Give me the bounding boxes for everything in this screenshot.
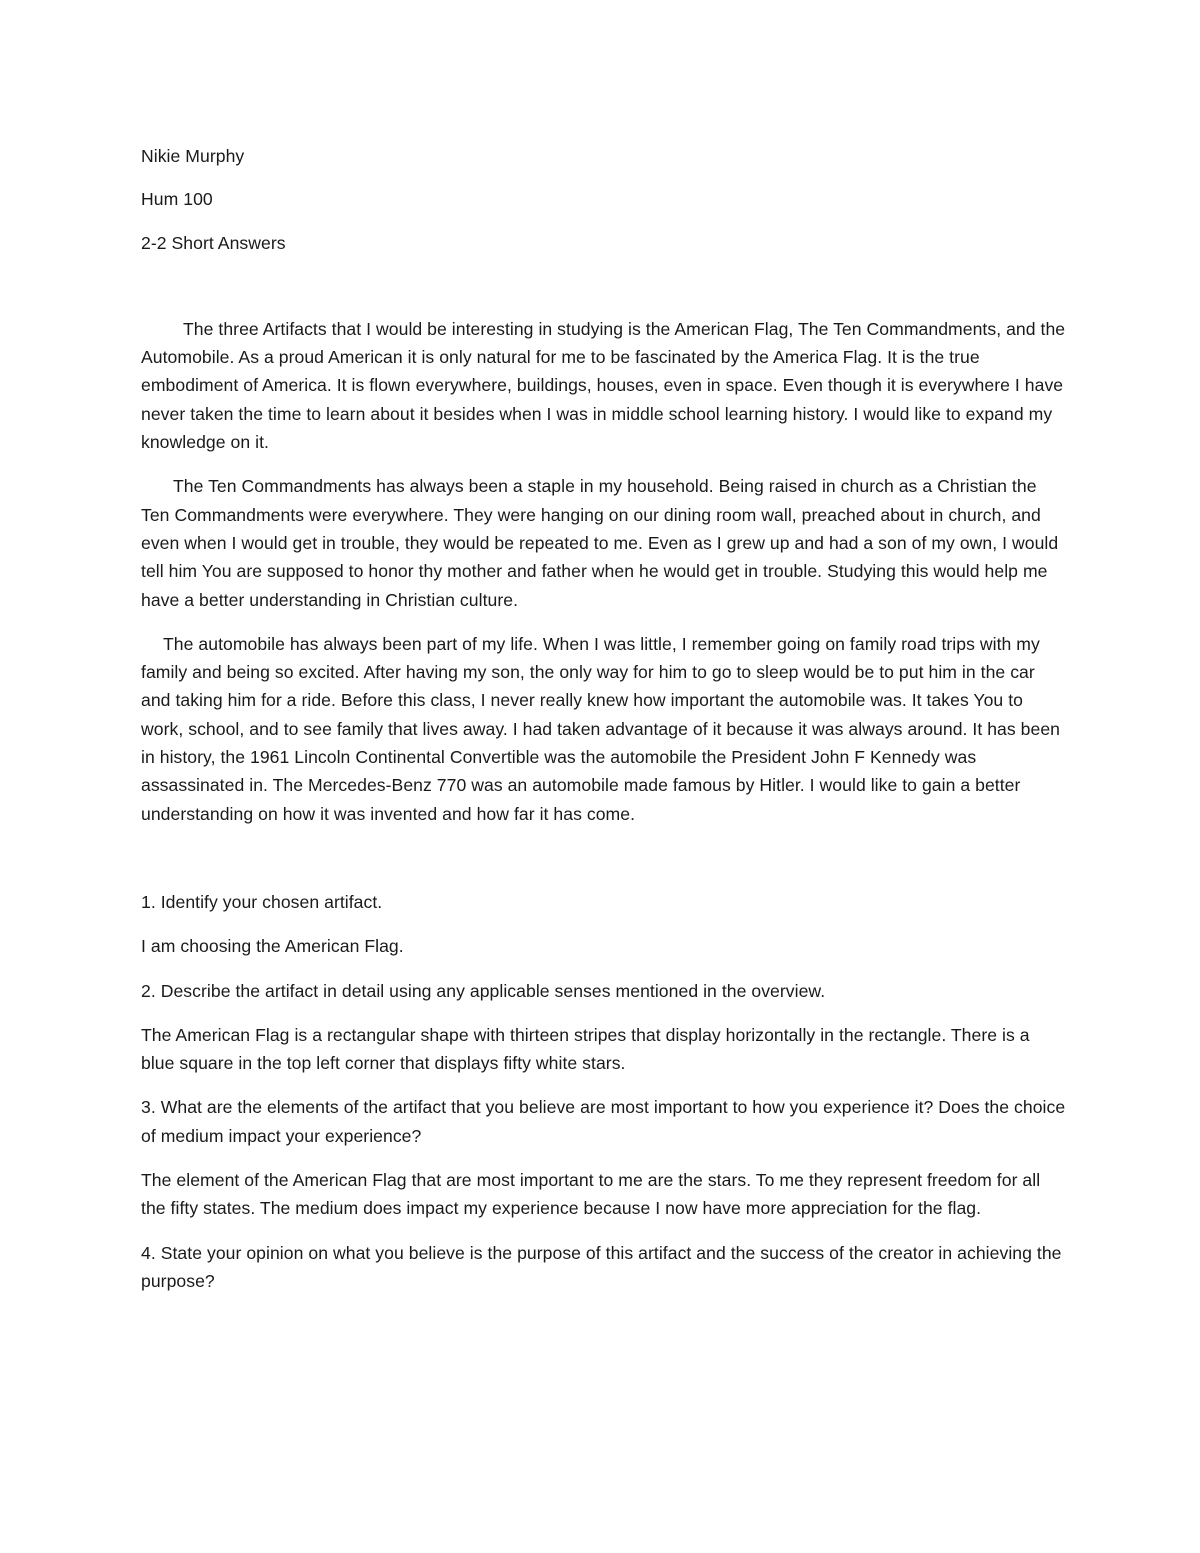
paragraph-artifacts-intro: The three Artifacts that I would be interesting in studying is the American Flag, The Ten Commandments, and the Automobile. As a proud American it is only natural for me to be fascinated by the America Flag. It is the true embodiment of America. It is flown everywhere, buildings, houses, even in space. Even though it is everywhere I have never taken the time to learn about it besides when I was in middle school learning history. I would like to expand my knowledge on it. <box>141 318 1066 453</box>
assignment-title: 2-2 Short Answers <box>141 232 286 253</box>
paragraph-ten-commandments: The Ten Commandments has always been a staple in my household. Being raised in church as a Christian the Ten Commandments were everywhere. They were hanging on our dining room wall, preached about in church, and even when I would get in trouble, they would be repeated to me. Even as I grew up and had a son of my own, I would tell him You are supposed to honor thy mother and father when he would get in trouble. Studying this would help me have a better understanding in Christian culture. <box>141 476 1059 610</box>
author-name: Nikie Murphy <box>141 146 245 166</box>
question-1: 1. Identify your chosen artifact. <box>141 891 383 912</box>
course-name: Hum 100 <box>141 189 213 210</box>
paragraph-automobile: The automobile has always been part of my life. When I was little, I remember going on family road trips with my family and being so excited. After having my son, the only way for him to go to sleep would be to put him in the car and taking him for a ride. Before this class, I never really knew how important the automobile was. It takes You to work, school, and to see family that lives away. I had taken advantage of it because it was always around. It has been in history, the 1961 Lincoln Continental Convertible was the automobile the President John F Kennedy was assassinated in. The Mercedes-Benz 770 was an automobile made famous by Hitler. I would like to gain a better understanding on how it was invented and how far it has come. <box>141 633 1061 824</box>
answer-2: The American Flag is a rectangular shape with thirteen stripes that display horizontally in the rectangle. There is a blue square in the top left corner that displays fifty white stars. <box>141 1024 1030 1074</box>
question-4: 4. State your opinion on what you believe is the purpose of this artifact and the success of the creator in achieving the purpose? <box>141 1242 1062 1291</box>
answer-3: The element of the American Flag that are most important to me are the stars. To me they represent freedom for all the fifty states. The medium does impact my experience because I now have more appreciation for the flag. <box>141 1170 1041 1219</box>
answer-1: I am choosing the American Flag. <box>141 936 404 957</box>
question-3: 3. What are the elements of the artifact that you believe are most important to how you experience it? Does the choice of medium impact your experience? <box>141 1097 1066 1146</box>
question-2: 2. Describe the artifact in detail using any applicable senses mentioned in the overview. <box>141 980 826 1001</box>
section-spacer <box>141 844 1066 888</box>
document-body <box>141 142 1066 1311</box>
